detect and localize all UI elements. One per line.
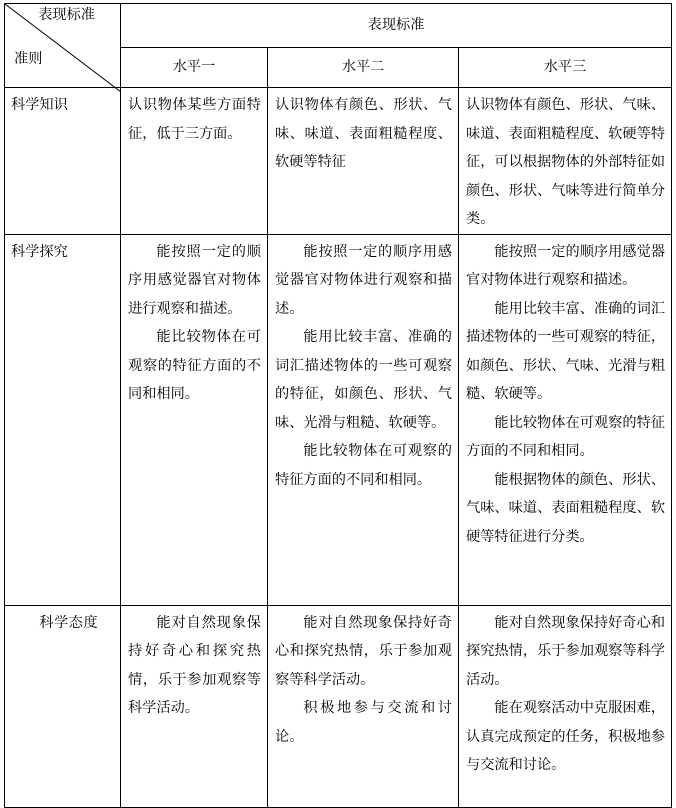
evaluation-rubric-table [4, 3, 672, 808]
inquiry-level-2-cell [268, 234, 459, 605]
attitude-level-1-cell [121, 605, 268, 807]
cell-paragraph: 能比较物体在可观察的特征方面的不同和相同。 [466, 414, 666, 459]
table-row [5, 605, 672, 807]
criterion-science-knowledge: 科学知识 [5, 88, 121, 235]
cell-paragraph: 能比较物体在可观察的特征方面的不同和相同。 [128, 329, 261, 402]
cell-paragraph: 能在观察活动中克服困难，认真完成预定的任务，积极地参与交流和讨论。 [466, 700, 666, 773]
header-level-3: 水平三 [459, 48, 672, 88]
header-performance-standard: 表现标准 [121, 4, 672, 48]
cell-paragraph: 能用比较丰富、准确的词汇描述物体的一些可观察的特征，如颜色、形状、气味、光滑与粗糙、软硬等。 [466, 300, 666, 402]
table-row [5, 88, 672, 235]
criterion-science-inquiry: 科学探究 [5, 234, 121, 605]
cell-paragraph: 认识物体有颜色、形状、气味、味道、表面粗糙程度、软硬等特征，可以根据物体的外部特征如颜色、形状、气味等进行简单分类。 [466, 97, 666, 227]
knowledge-level-3-cell [459, 88, 672, 235]
corner-label-criterion: 准则 [14, 51, 43, 67]
knowledge-level-1-cell [121, 88, 268, 235]
cell-paragraph: 能按照一定的顺序用感觉器官对物体进行观察和描述。 [128, 243, 261, 317]
cell-paragraph: 能对自然现象保持好奇心和探究热情，乐于参加观察等科学活动。 [128, 614, 261, 716]
attitude-level-3-cell [459, 605, 672, 807]
cell-paragraph: 能根据物体的颜色、形状、气味、味道、表面粗糙程度、软硬等特征进行分类。 [466, 471, 666, 545]
cell-paragraph: 能按照一定的顺序用感觉器官对物体进行观察和描述。 [466, 243, 666, 288]
cell-paragraph: 能对自然现象保持好奇心和探究热情，乐于参加观察等科学活动。 [275, 614, 452, 688]
corner-label-standard: 表现标准 [38, 7, 95, 23]
criterion-label: 科学态度 [39, 614, 99, 631]
criterion-science-attitude [5, 605, 121, 807]
cell-paragraph: 积极地参与交流和讨论。 [275, 700, 452, 745]
corner-header-cell [5, 4, 121, 88]
cell-paragraph: 能对自然现象保持好奇心和探究热情，乐于参加观察等科学活动。 [466, 614, 666, 688]
header-level-1: 水平一 [121, 48, 268, 88]
inquiry-level-1-cell [121, 234, 268, 605]
cell-paragraph: 能比较物体在可观察的特征方面的不同和相同。 [275, 443, 452, 488]
header-level-2: 水平二 [268, 48, 459, 88]
inquiry-level-3-cell [459, 234, 672, 605]
cell-paragraph: 认识物体有颜色、形状、气味、味道、表面粗糙程度、软硬等特征 [275, 97, 452, 170]
cell-paragraph: 能按照一定的顺序用感觉器官对物体进行观察和描述。 [275, 243, 452, 317]
cell-paragraph: 认识物体某些方面特征，低于三方面。 [128, 97, 261, 142]
attitude-level-2-cell [268, 605, 459, 807]
knowledge-level-2-cell [268, 88, 459, 235]
table-row [5, 234, 672, 605]
cell-paragraph: 能用比较丰富、准确的词汇描述物体的一些可观察的特征，如颜色、形状、气味、光滑与粗糙、软硬等。 [275, 329, 452, 431]
